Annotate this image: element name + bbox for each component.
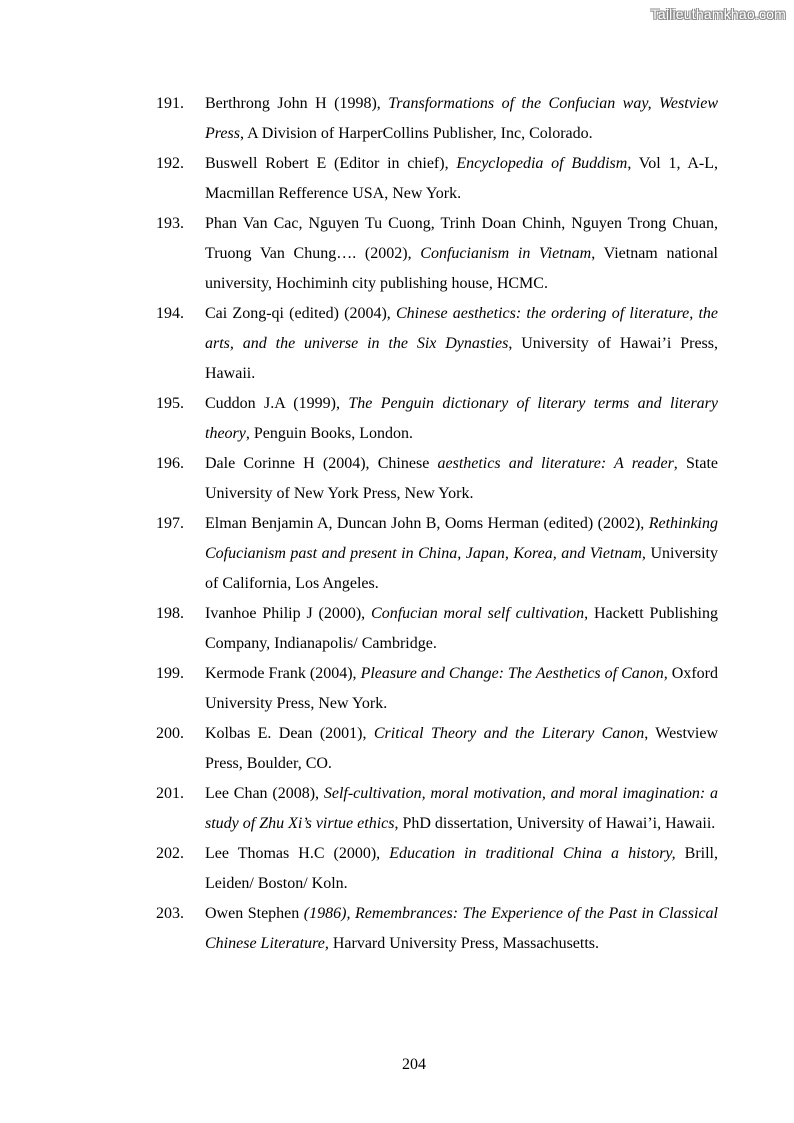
reference-title: Education in traditional China a history, (389, 845, 676, 862)
reference-entry (150, 659, 718, 719)
reference-number: 197. (156, 515, 184, 532)
reference-segment: Lee Thomas H.C (2000), (205, 845, 390, 862)
reference-segment: Brill, Leiden/ Boston/ Koln. (205, 845, 718, 892)
reference-segment: Kolbas E. Dean (2001), (205, 725, 374, 742)
reference-segment: , Vol 1, A-L, Macmillan Refference USA, New York. (205, 155, 719, 202)
reference-title: Critical Theory and the Literary Canon (373, 725, 645, 742)
reference-title: Rethinking Cofucianism past and present in China, Japan, Korea, and Vietnam, (205, 515, 718, 562)
reference-text (205, 209, 718, 299)
reference-segment: , Westview Press, Boulder, CO. (205, 725, 719, 772)
reference-text (205, 779, 718, 839)
reference-segment: , Vietnam national university, Hochiminh city publishing house, HCMC. (205, 245, 718, 292)
reference-text (205, 149, 718, 209)
reference-title: Confucianism in Vietnam (420, 245, 592, 262)
reference-number: 198. (156, 605, 184, 622)
reference-segment: Cuddon J.A (1999), (205, 395, 349, 412)
reference-number: 199. (156, 665, 184, 682)
reference-number: 194. (156, 305, 184, 322)
reference-entry (150, 209, 718, 299)
reference-number: 196. (156, 455, 184, 472)
reference-title: Encyclopedia of Buddism (456, 155, 628, 172)
reference-number: 193. (156, 215, 184, 232)
reference-segment: Oxford University Press, New York. (205, 665, 719, 712)
reference-entry (150, 449, 718, 509)
reference-segment: Phan Van Cac, Nguyen Tu Cuong, Trinh Doan Chinh, Nguyen Trong Chuan, Truong Van Chung…. (2002), (205, 215, 718, 262)
reference-segment: Ivanhoe Philip J (2000), (205, 605, 372, 622)
reference-title: (1986), Remembrances: The Experience of the Past in Classical Chinese Literature, (205, 905, 718, 952)
reference-entry (150, 599, 718, 659)
reference-segment: Elman Benjamin A, Duncan John B, Ooms Herman (edited) (2002), (205, 515, 649, 532)
reference-entry (150, 509, 718, 599)
reference-segment: , University of Hawai’i Press, Hawaii. (205, 335, 719, 382)
reference-entry (150, 389, 718, 449)
reference-title: The Penguin dictionary of literary terms and literary theory (205, 395, 718, 442)
reference-number: 192. (156, 155, 184, 172)
reference-entry (150, 719, 718, 779)
reference-segment: Dale Corinne H (2004), Chinese (205, 455, 438, 472)
reference-text (205, 299, 718, 389)
reference-number: 202. (156, 845, 184, 862)
page-number: 204 (402, 1056, 426, 1073)
reference-text (205, 449, 718, 509)
reference-number: 201. (156, 785, 184, 802)
reference-segment: Lee Chan (2008), (205, 785, 324, 802)
reference-number: 191. (156, 95, 184, 112)
reference-title: Self-cultivation, moral motivation, and moral imagination: a study of Zhu Xi’s virtue ethics (205, 785, 719, 832)
reference-title: Transformations of the Confucian way, Westview Press (205, 95, 719, 142)
reference-number: 195. (156, 395, 184, 412)
reference-segment: Harvard University Press, Massachusetts. (328, 935, 600, 952)
reference-text (205, 389, 718, 449)
reference-list (150, 89, 718, 959)
reference-segment: Buswell Robert E (Editor in chief), (205, 155, 457, 172)
reference-segment: , A Division of HarperCollins Publisher, Inc, Colorado. (239, 125, 593, 142)
watermark-text: Tailieuthamkhao.com (650, 6, 786, 22)
reference-segment: , State University of New York Press, New York. (205, 455, 718, 502)
reference-entry (150, 299, 718, 389)
reference-segment: , Hackett Publishing Company, Indianapolis/ Cambridge. (205, 605, 719, 652)
reference-segment: , Penguin Books, London. (245, 425, 413, 442)
reference-title: aesthetics and literature: A reader (437, 455, 674, 472)
reference-segment: Owen Stephen (205, 905, 304, 922)
reference-title: Confucian moral self cultivation (371, 605, 585, 622)
reference-segment: , PhD dissertation, University of Hawai’i, Hawaii. (394, 815, 716, 832)
reference-text (205, 509, 718, 599)
reference-segment: Kermode Frank (2004), (205, 665, 361, 682)
reference-number: 203. (156, 905, 184, 922)
reference-segment: Cai Zong-qi (edited) (2004), (205, 305, 396, 322)
reference-entry (150, 839, 718, 899)
reference-segment: Berthrong John H (1998), (205, 95, 389, 112)
reference-text (205, 719, 718, 779)
reference-text (205, 899, 718, 959)
reference-title: Chinese aesthetics: the ordering of literature, the arts, and the universe in the Six Dynasties (205, 305, 718, 352)
reference-text (205, 839, 718, 899)
reference-entry (150, 149, 718, 209)
reference-segment: University of California, Los Angeles. (205, 545, 719, 592)
reference-text (205, 659, 718, 719)
reference-text (205, 89, 718, 149)
reference-entry (150, 899, 718, 959)
reference-text (205, 599, 718, 659)
reference-entry (150, 89, 718, 149)
reference-title: Pleasure and Change: The Aesthetics of Canon, (360, 665, 668, 682)
reference-number: 200. (156, 725, 184, 742)
reference-entry (150, 779, 718, 839)
